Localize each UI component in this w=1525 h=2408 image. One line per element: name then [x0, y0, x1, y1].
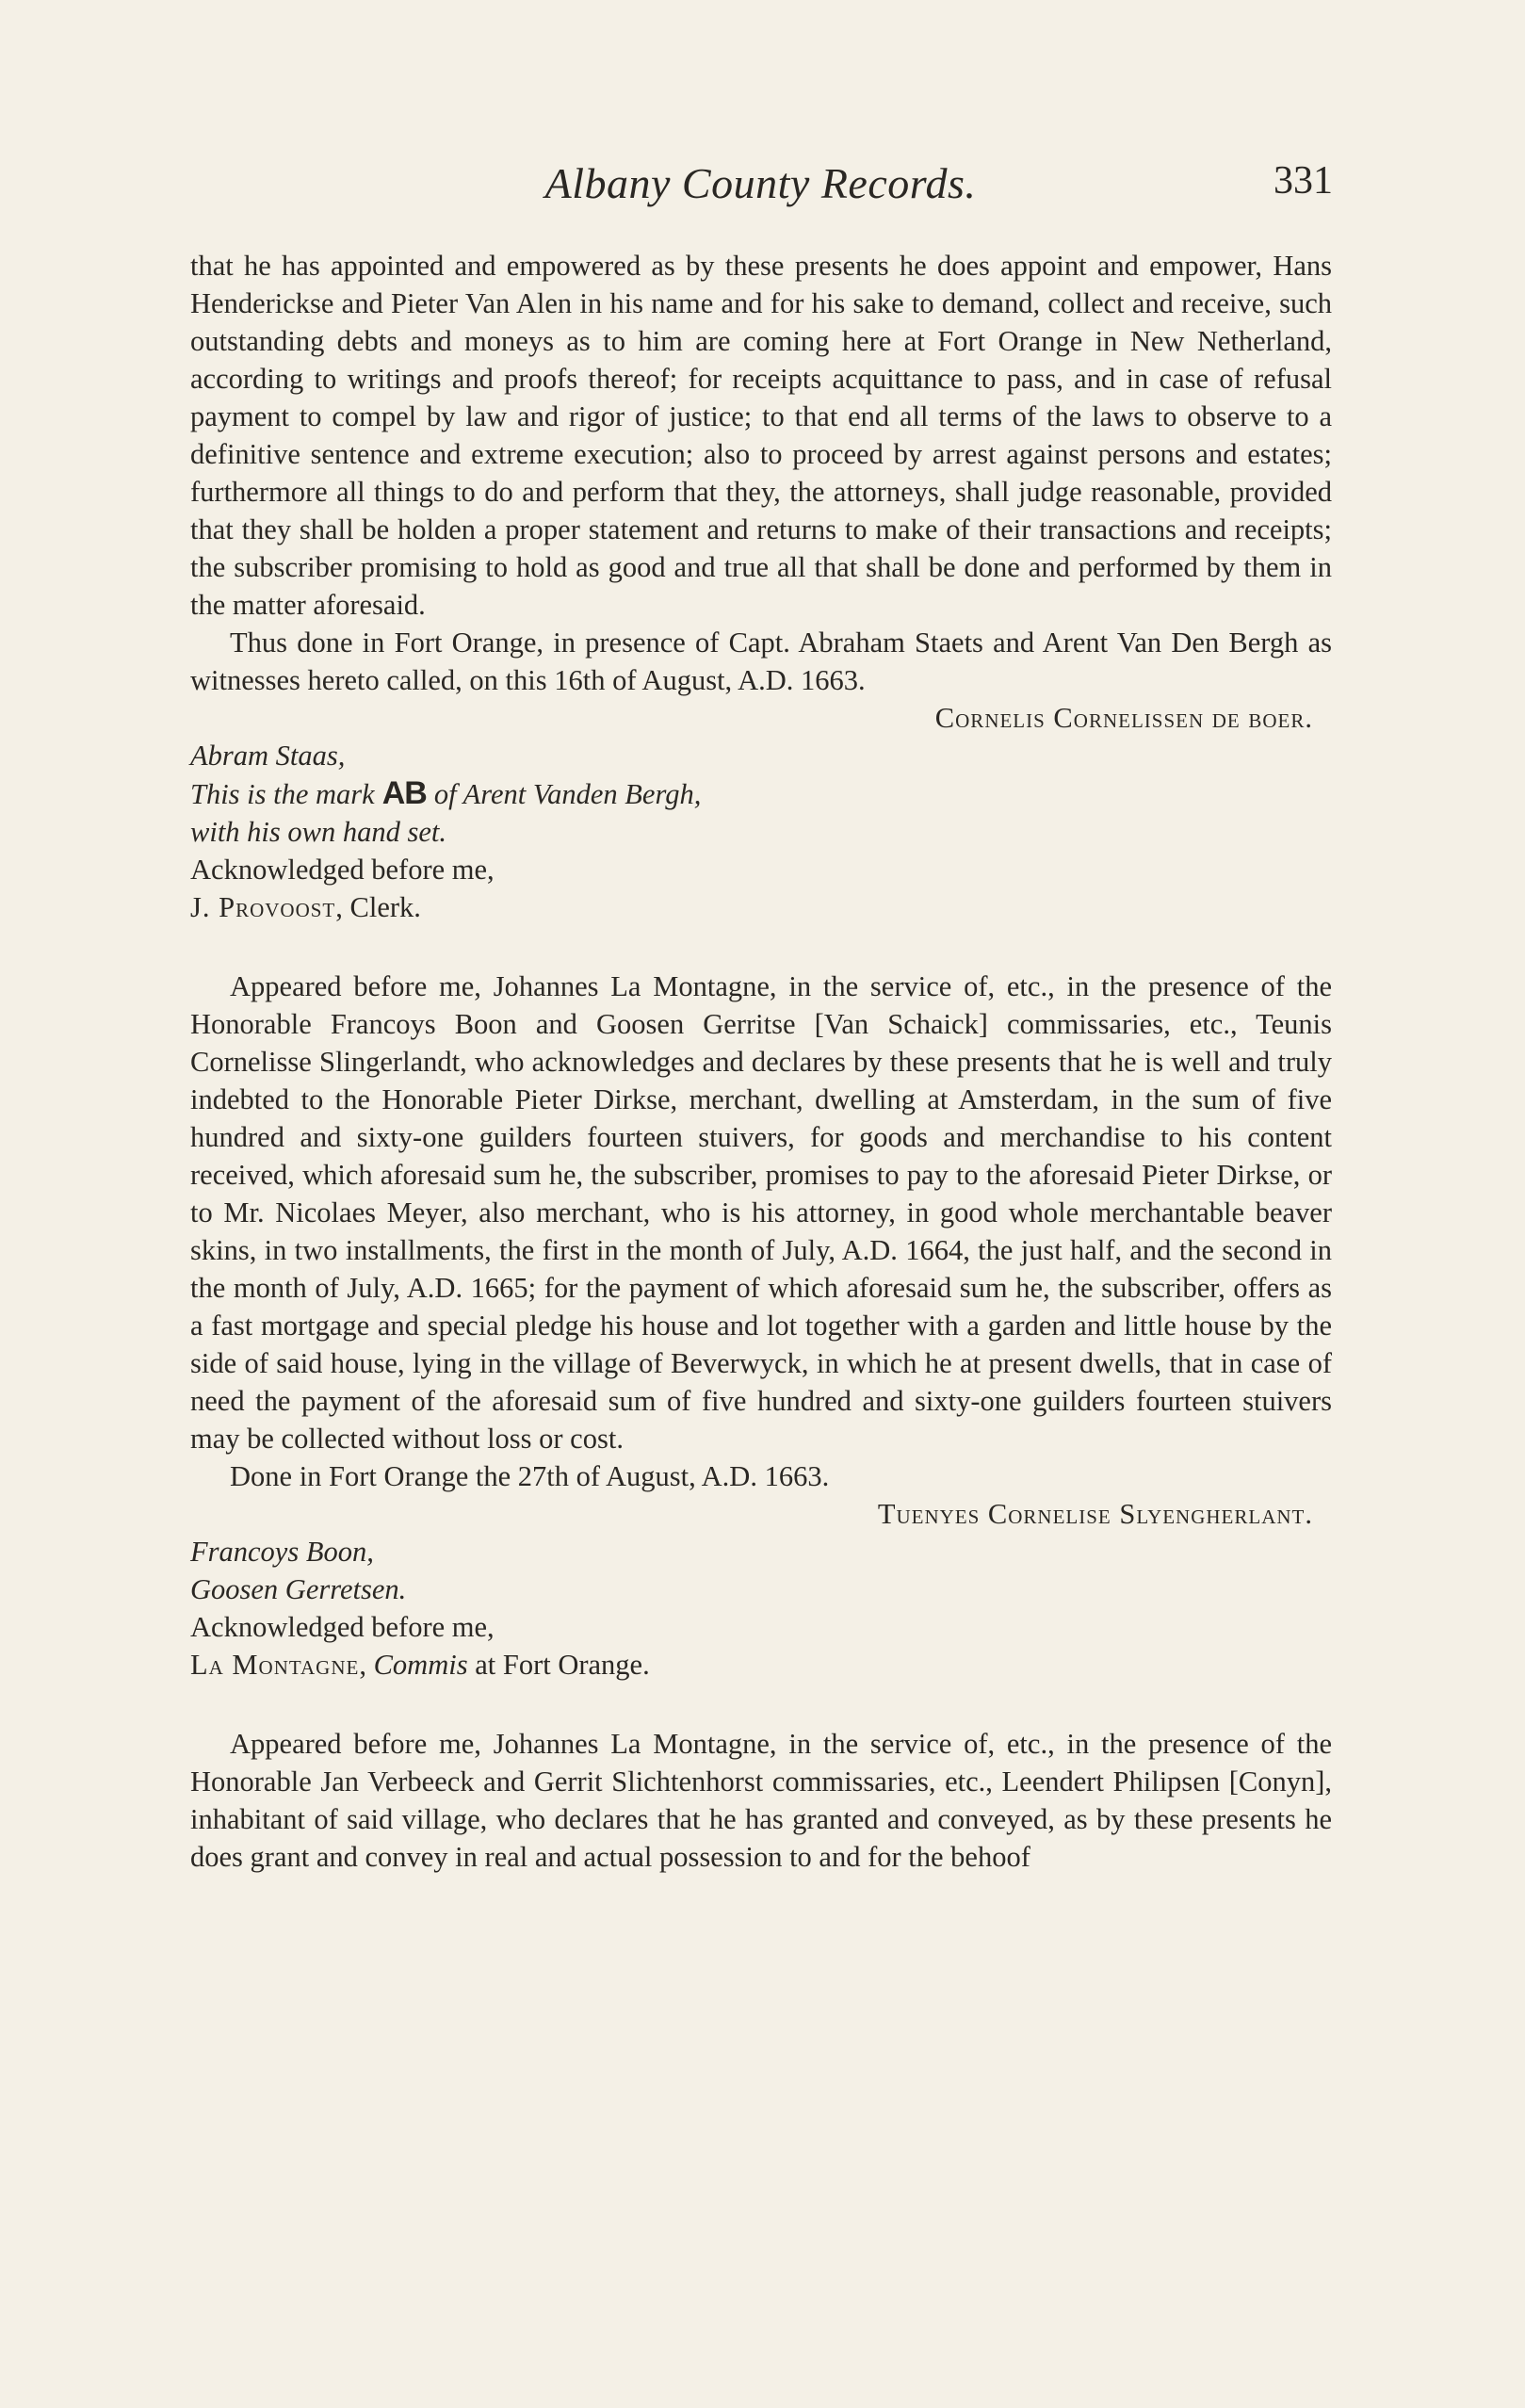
doc3-paragraph: Appeared before me, Johannes La Montagne, in the service of, etc., in the presence of the Honorable Jan Verbeeck and Gerrit Slichtenhorst commissaries, etc., Leendert Philipsen [Conyn], inhabitant of said village, who declares that he has granted and conveyed, as by these presents he does grant and convey in real and actual possession to and for the behoof	[190, 1728, 1332, 1873]
doc2-witness1: Francoys Boon,	[190, 1536, 374, 1568]
page-number: 331	[1274, 159, 1333, 203]
doc1-clerk	[190, 888, 1332, 926]
doc2-done-line: Done in Fort Orange the 27th of August, A.D. 1663.	[230, 1460, 830, 1492]
clerk-title: , Clerk.	[335, 891, 421, 923]
mark-prefix: This is the mark	[190, 778, 375, 810]
doc1-mark-line	[190, 774, 1332, 813]
doc2-witness2: Goosen Gerretsen.	[190, 1573, 407, 1605]
running-title: Albany County Records.	[544, 159, 977, 207]
doc1-acknowledged: Acknowledged before me,	[190, 854, 495, 886]
mark-suffix: of Arent Vanden Bergh,	[433, 778, 702, 810]
doc2-official: La Montagne, Commis at Fort Orange.	[190, 1649, 650, 1681]
page-header	[188, 158, 1333, 224]
doc2-acknowledged: Acknowledged before me,	[190, 1611, 495, 1643]
doc1-witness: Abram Staas,	[190, 740, 346, 772]
doc1-done-line: Thus done in Fort Orange, in presence of Capt. Abraham Staets and Arent Van Den Bergh as witnesses hereto called, on this 16th of August, A.D. 1663.	[190, 626, 1332, 696]
ab-mark: AB	[381, 775, 427, 811]
doc1-mark-line2: with his own hand set.	[190, 816, 446, 848]
clerk-name: J. Provoost	[190, 891, 336, 923]
official-place: at Fort Orange.	[475, 1649, 650, 1681]
section-gap	[190, 926, 1332, 968]
doc1-signature: Cornelis Cornelissen de boer.	[934, 702, 1313, 734]
doc1-paragraph: that he has appointed and empowered as by these presents he does appoint and empower, Hans Henderickse and Pieter Van Alen in his name and for his sake to demand, collect and receive, such outstanding debts and moneys as to him are coming here at Fort Orange in New Netherland, according to writings and proofs thereof; for receipts acquittance to pass, and in case of refusal payment to compel by law and rigor of justice; to that end all terms of the laws to observe to a definitive sentence and extreme execution; also to proceed by arrest against persons and estates; furthermore all things to do and perform that they, the attorneys, shall judge reasonable, provided that they shall be holden a proper statement and returns to make of their transactions and receipts; the subscriber promising to hold as good and true all that shall be done and performed by them in the matter aforesaid.	[190, 250, 1332, 621]
doc2-signature: Tuenyes Cornelise Slyengherlant.	[877, 1498, 1313, 1530]
official-title: Commis	[373, 1649, 468, 1681]
section-gap	[190, 1684, 1332, 1725]
official-name: La Montagne	[190, 1649, 360, 1681]
page-body	[190, 247, 1332, 1876]
doc2-paragraph: Appeared before me, Johannes La Montagne, in the service of, etc., in the presence of the Honorable Francoys Boon and Goosen Gerritse [Van Schaick] commissaries, etc., Teunis Cornelisse Slingerlandt, who acknowledges and declares by these presents that he is well and truly indebted to the Honorable Pieter Dirkse, merchant, dwelling at Amsterdam, in the sum of five hundred and sixty-one guilders fourteen stuivers, for goods and merchandise to his content received, which aforesaid sum he, the subscriber, promises to pay to the aforesaid Pieter Dirkse, or to Mr. Nicolaes Meyer, also merchant, who is his attorney, in good whole merchantable beaver skins, in two installments, the first in the month of July, A.D. 1664, the just half, and the second in the month of July, A.D. 1665; for the payment of which aforesaid sum he, the subscriber, offers as a fast mortgage and special pledge his house and lot together with a garden and little house by the side of said house, lying in the village of Beverwyck, in which he at present dwells, that in case of need the payment of the aforesaid sum of five hundred and sixty-one guilders fourteen stuivers may be collected without loss or cost.	[190, 970, 1332, 1455]
